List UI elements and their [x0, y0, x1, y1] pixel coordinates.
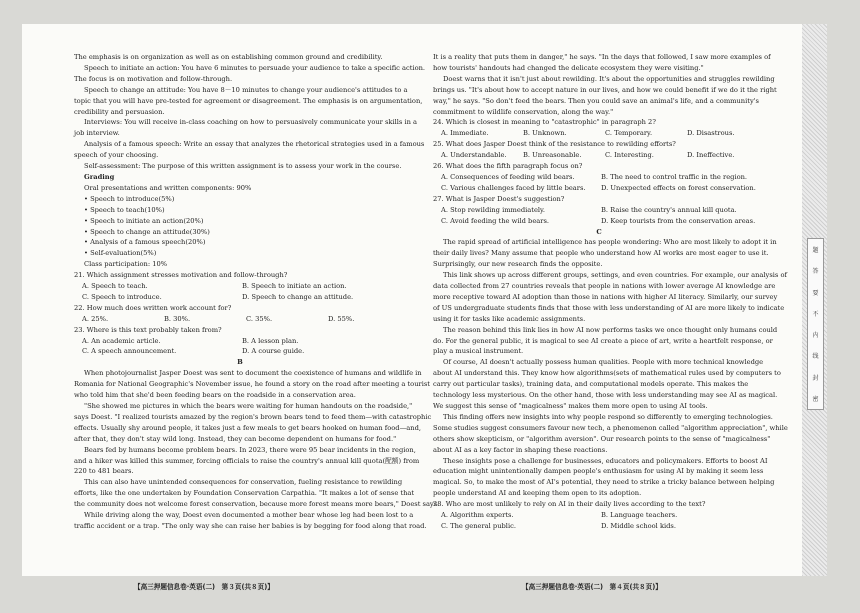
passage-line: of US undergraduate students finds that those with less understanding of AI are more likely to indicate	[433, 303, 785, 312]
question-27-options	[433, 205, 765, 216]
exam-page	[22, 24, 819, 591]
option-c: C. Interesting.	[605, 151, 654, 160]
text-line: job interview.	[74, 129, 120, 138]
grading-line: • Speech to initiate an action(20%)	[84, 216, 204, 225]
seal-char: 题	[812, 247, 819, 255]
option-c: C. Various challenges faced by little bears.	[441, 183, 586, 192]
grading-line: • Self-evaluation(5%)	[84, 249, 157, 258]
passage-line: traffic accident or a trap. "The only way she can raise her babies is by begging for food along that road.	[74, 521, 427, 530]
seal-char: 密	[812, 395, 819, 403]
grading-line: Class participation: 10%	[84, 260, 168, 269]
option-d: D. 55%.	[328, 314, 355, 323]
option-b: B. Unknown.	[523, 129, 567, 138]
passage-line: Of course, AI doesn't actually possess human qualities. People with more technical knowledge	[443, 358, 764, 367]
grading-line: • Speech to introduce(5%)	[84, 194, 175, 203]
option-c: C. 35%.	[246, 314, 273, 323]
grading-line: Oral presentations and written components: 90%	[84, 183, 252, 192]
question-25-stem: 25. What does Jasper Doest think of the resistance to rewilding efforts?	[433, 140, 676, 149]
seal-char: 内	[812, 332, 819, 340]
passage-line: Surprisingly, our new research finds the opposite.	[433, 260, 603, 269]
passage-line: who told him that she'd been feeding bears on the roadside in a conservation area.	[74, 391, 356, 400]
passage-line: technology less mysterious. On the other hand, those with less understanding may see AI as magical.	[433, 391, 778, 400]
passage-line: These insights pose a challenge for businesses, educators and policymakers. Efforts to boost AI	[443, 456, 768, 465]
passage-line: their daily lives? Many assume that people who understand how AI works are most eager to use it.	[433, 249, 769, 258]
text-line: how tourists' handouts had changed the delicate ecosystem they were visiting."	[433, 63, 704, 72]
passage-line: The rapid spread of artificial intelligence has people wondering: Who are most likely to adopt it in	[443, 238, 777, 247]
passage-line: play a musical instrument.	[433, 347, 524, 356]
right-column	[433, 52, 788, 532]
passage-line: Romania for National Geographic's November issue, he found a story on the road after meeting a tourist	[74, 380, 430, 389]
passage-line: do. For the general public, it is magical to see AI create a piece of art, write a heartfelt response, or	[433, 336, 773, 345]
passage-line: While driving along the way, Doest even documented a mother bear whose leg had been lost to a	[84, 511, 414, 520]
text-line: commitment to wildlife conservation, along the way."	[433, 107, 614, 116]
passage-line: efforts, like the one undertaken by Foundation Conservation Carpathia. "It makes a lot of sense that	[74, 489, 415, 498]
text-line: Analysis of a famous speech: Write an essay that analyzes the rhetorical strategies used in a famous	[84, 140, 425, 149]
text-line: It is a reality that puts them in danger," he says. "In the days that followed, I saw more examples of	[433, 53, 771, 61]
passage-line: effects. Usually shy around people, it takes just a few meals to get bears hooked on human food—and,	[74, 423, 421, 432]
question-23-options	[74, 346, 406, 357]
question-27-stem: 27. What is Jasper Doest's suggestion?	[433, 194, 565, 203]
question-23-options	[74, 336, 406, 347]
option-b: B. Unreasonable.	[523, 151, 582, 160]
text-line: way," he says. "So don't feed the bears. Then you could save an animal's life, and a community's	[433, 96, 759, 105]
text-line: Self-assessment: The purpose of this written assignment is to assess your work in the course.	[84, 162, 402, 171]
option-d: D. Unexpected effects on forest conservation.	[601, 183, 756, 192]
passage-line: We suggest this sense of "magicalness" makes them more open to using AI tools.	[433, 402, 708, 410]
question-26-options	[433, 183, 765, 194]
passage-line: others show skepticism, or "algorithm aversion". Our research points to the sense of "magicalness"	[433, 434, 771, 443]
question-22-stem: 22. How much does written work account for?	[74, 303, 232, 312]
option-b: B. Speech to initiate an action.	[242, 282, 347, 291]
question-24-options	[433, 128, 765, 139]
passage-line: people understand AI and keeping them open to its adoption.	[433, 489, 642, 498]
question-26-stem: 26. What does the fifth paragraph focus on?	[433, 162, 583, 171]
option-b: B. Raise the country's annual kill quota.	[601, 205, 737, 214]
option-d: D. Keep tourists from the conservation areas.	[601, 216, 756, 225]
passage-line: 220 to 481 bears.	[74, 467, 134, 476]
text-line: Doest warns that it isn't just about rewilding. It's about the opportunities and struggles rewilding	[443, 74, 775, 83]
passage-line: education might unintentionally dampen people's enthusiasm for using AI by making it seem less	[433, 467, 764, 476]
option-c: C. A speech announcement.	[82, 347, 177, 356]
text-line: topic that you will have pre-tested for agreement or disagreement. The emphasis is on argumentation,	[74, 96, 423, 105]
passage-line: "She showed me pictures in which the bears were waiting for human handouts on the roadside,"	[84, 402, 413, 410]
text-line: The focus is on motivation and follow-through.	[74, 74, 233, 83]
passage-line: using it for tasks like academic assignments.	[433, 314, 586, 323]
section-b-heading: B	[237, 358, 243, 367]
seal-char: 封	[812, 374, 819, 382]
option-b: B. A lesson plan.	[242, 336, 299, 345]
left-column	[74, 52, 440, 532]
option-b: B. 30%.	[164, 314, 191, 323]
option-d: D. Speech to change an attitude.	[242, 292, 354, 301]
option-a: A. Speech to teach.	[82, 282, 148, 291]
passage-line: This can also have unintended consequences for conservation, fueling resistance to rewilding	[84, 478, 403, 487]
option-a: A. Consequences of feeding wild bears.	[441, 172, 575, 181]
seal-char: 要	[812, 289, 819, 297]
grading-heading: Grading	[84, 172, 115, 181]
passage-line: When photojournalist Jasper Doest was sent to document the coexistence of humans and wildlife in	[84, 369, 422, 378]
option-c: C. The general public.	[441, 521, 516, 530]
passage-line: says Doest. "I realized tourists amazed by the region's brown bears tend to feed them—with catastrophic	[74, 412, 432, 421]
option-a: A. An academic article.	[82, 336, 161, 345]
grading-line: • Speech to teach(10%)	[84, 205, 165, 214]
option-b: B. Language teachers.	[601, 511, 678, 520]
question-24-stem: 24. Which is closest in meaning to "catastrophic" in paragraph 2?	[433, 118, 656, 127]
option-a: A. Algorithm experts.	[441, 511, 514, 520]
page-footer-left: 【高三押题信息卷·英语(二) 第３页(共８页)】	[134, 583, 274, 591]
text-line: Speech to change an attitude: You have 8－10 minutes to change your audience's attitudes to a	[84, 85, 408, 94]
text-line: Interviews: You will receive in-class coaching on how to persuasively communicate your skills in a	[84, 118, 417, 127]
question-21-stem: 21. Which assignment stresses motivation and follow-through?	[74, 271, 288, 280]
option-a: A. Understandable.	[441, 151, 507, 160]
option-d: D. Ineffective.	[687, 151, 735, 160]
passage-line: This link shows up across different groups, settings, and even countries. For example, our analysis of	[443, 271, 787, 280]
question-28-stem: 28. Who are most unlikely to rely on AI in their daily lives according to the text?	[433, 500, 706, 509]
seal-char: 不	[812, 310, 819, 318]
question-28-options	[433, 510, 765, 521]
option-d: D. Disastrous.	[687, 129, 735, 138]
passage-line: about AI as a key factor in shaping these reactions.	[433, 445, 608, 454]
page-footer-right: 【高三押题信息卷·英语(二) 第４页(共８页)】	[522, 583, 662, 591]
question-25-options	[433, 150, 765, 161]
passage-line: The reason behind this link lies in how AI now performs tasks we once thought only humans could	[443, 325, 778, 334]
passage-line: about AI understand this. They know how algorithms(sets of mathematical rules used by computers to	[433, 369, 781, 378]
option-c: C. Avoid feeding the wild bears.	[441, 216, 550, 225]
grading-line: • Speech to change an attitude(30%)	[84, 227, 210, 236]
text-line: speech of your choosing.	[74, 151, 159, 160]
passage-line: Bears fed by humans become problem bears. In 2023, there were 95 bear incidents in the region,	[84, 445, 416, 454]
seal-line-notice	[807, 238, 824, 410]
passage-line: more receptive toward AI adoption than those in nations with higher AI literacy. Similarly, our survey	[433, 292, 778, 301]
option-d: D. A course guide.	[242, 347, 305, 356]
option-a: A. Immediate.	[441, 129, 489, 138]
question-28-options	[433, 521, 765, 532]
question-22-options	[74, 314, 406, 325]
option-c: C. Speech to introduce.	[82, 292, 162, 301]
passage-line: This finding offers new insights into why people respond so differently to emerging technologies.	[443, 412, 773, 421]
passage-line: magical. So, to make the most of AI's potential, they need to strike a tricky balance between helping	[433, 478, 775, 487]
passage-line: data collected from 27 countries reveals that people in nations with lower average AI knowledge are	[433, 282, 776, 291]
option-b: B. The need to control traffic in the region.	[601, 172, 748, 181]
text-line: credibility and persuasion.	[74, 107, 165, 116]
seal-char: 线	[812, 353, 819, 361]
passage-line: the community does not welcome forest conservation, because more forest means more bears," Doest says.	[74, 500, 440, 509]
option-a: A. Stop rewilding immediately.	[441, 205, 546, 214]
question-21-options	[74, 292, 406, 303]
question-21-options	[74, 281, 406, 292]
passage-line: and a hiker was killed this summer, forcing officials to raise the country's annual kill quota(配额) from	[74, 456, 420, 465]
option-c: C. Temporary.	[605, 129, 653, 138]
passage-line: after that, they don't stay wild long. Instead, they can become dependent on humans for food."	[74, 434, 397, 443]
text-line: The emphasis is on organization as well as on establishing common ground and credibility.	[74, 53, 383, 61]
option-d: D. Middle school kids.	[601, 521, 676, 530]
passage-line: carry out particular tasks), training data, and computational models operate. This makes the	[433, 380, 749, 389]
question-26-options	[433, 172, 765, 183]
seal-char: 答	[812, 268, 819, 276]
passage-line: Some studies suggest consumers favour new tech, a phenomenon called "algorithm appreciation", while	[433, 423, 788, 432]
question-27-options	[433, 216, 765, 227]
section-c-heading: C	[596, 227, 602, 236]
grading-line: • Analysis of a famous speech(20%)	[84, 238, 206, 247]
option-a: A. 25%.	[82, 314, 109, 323]
text-line: brings us. "It's about how to accept nature in our lives, and how we could benefit if we do it the right	[433, 85, 777, 94]
question-23-stem: 23. Where is this text probably taken from?	[74, 325, 222, 334]
text-line: Speech to initiate an action: You have 6 minutes to persuade your audience to take a specific action.	[84, 63, 426, 72]
